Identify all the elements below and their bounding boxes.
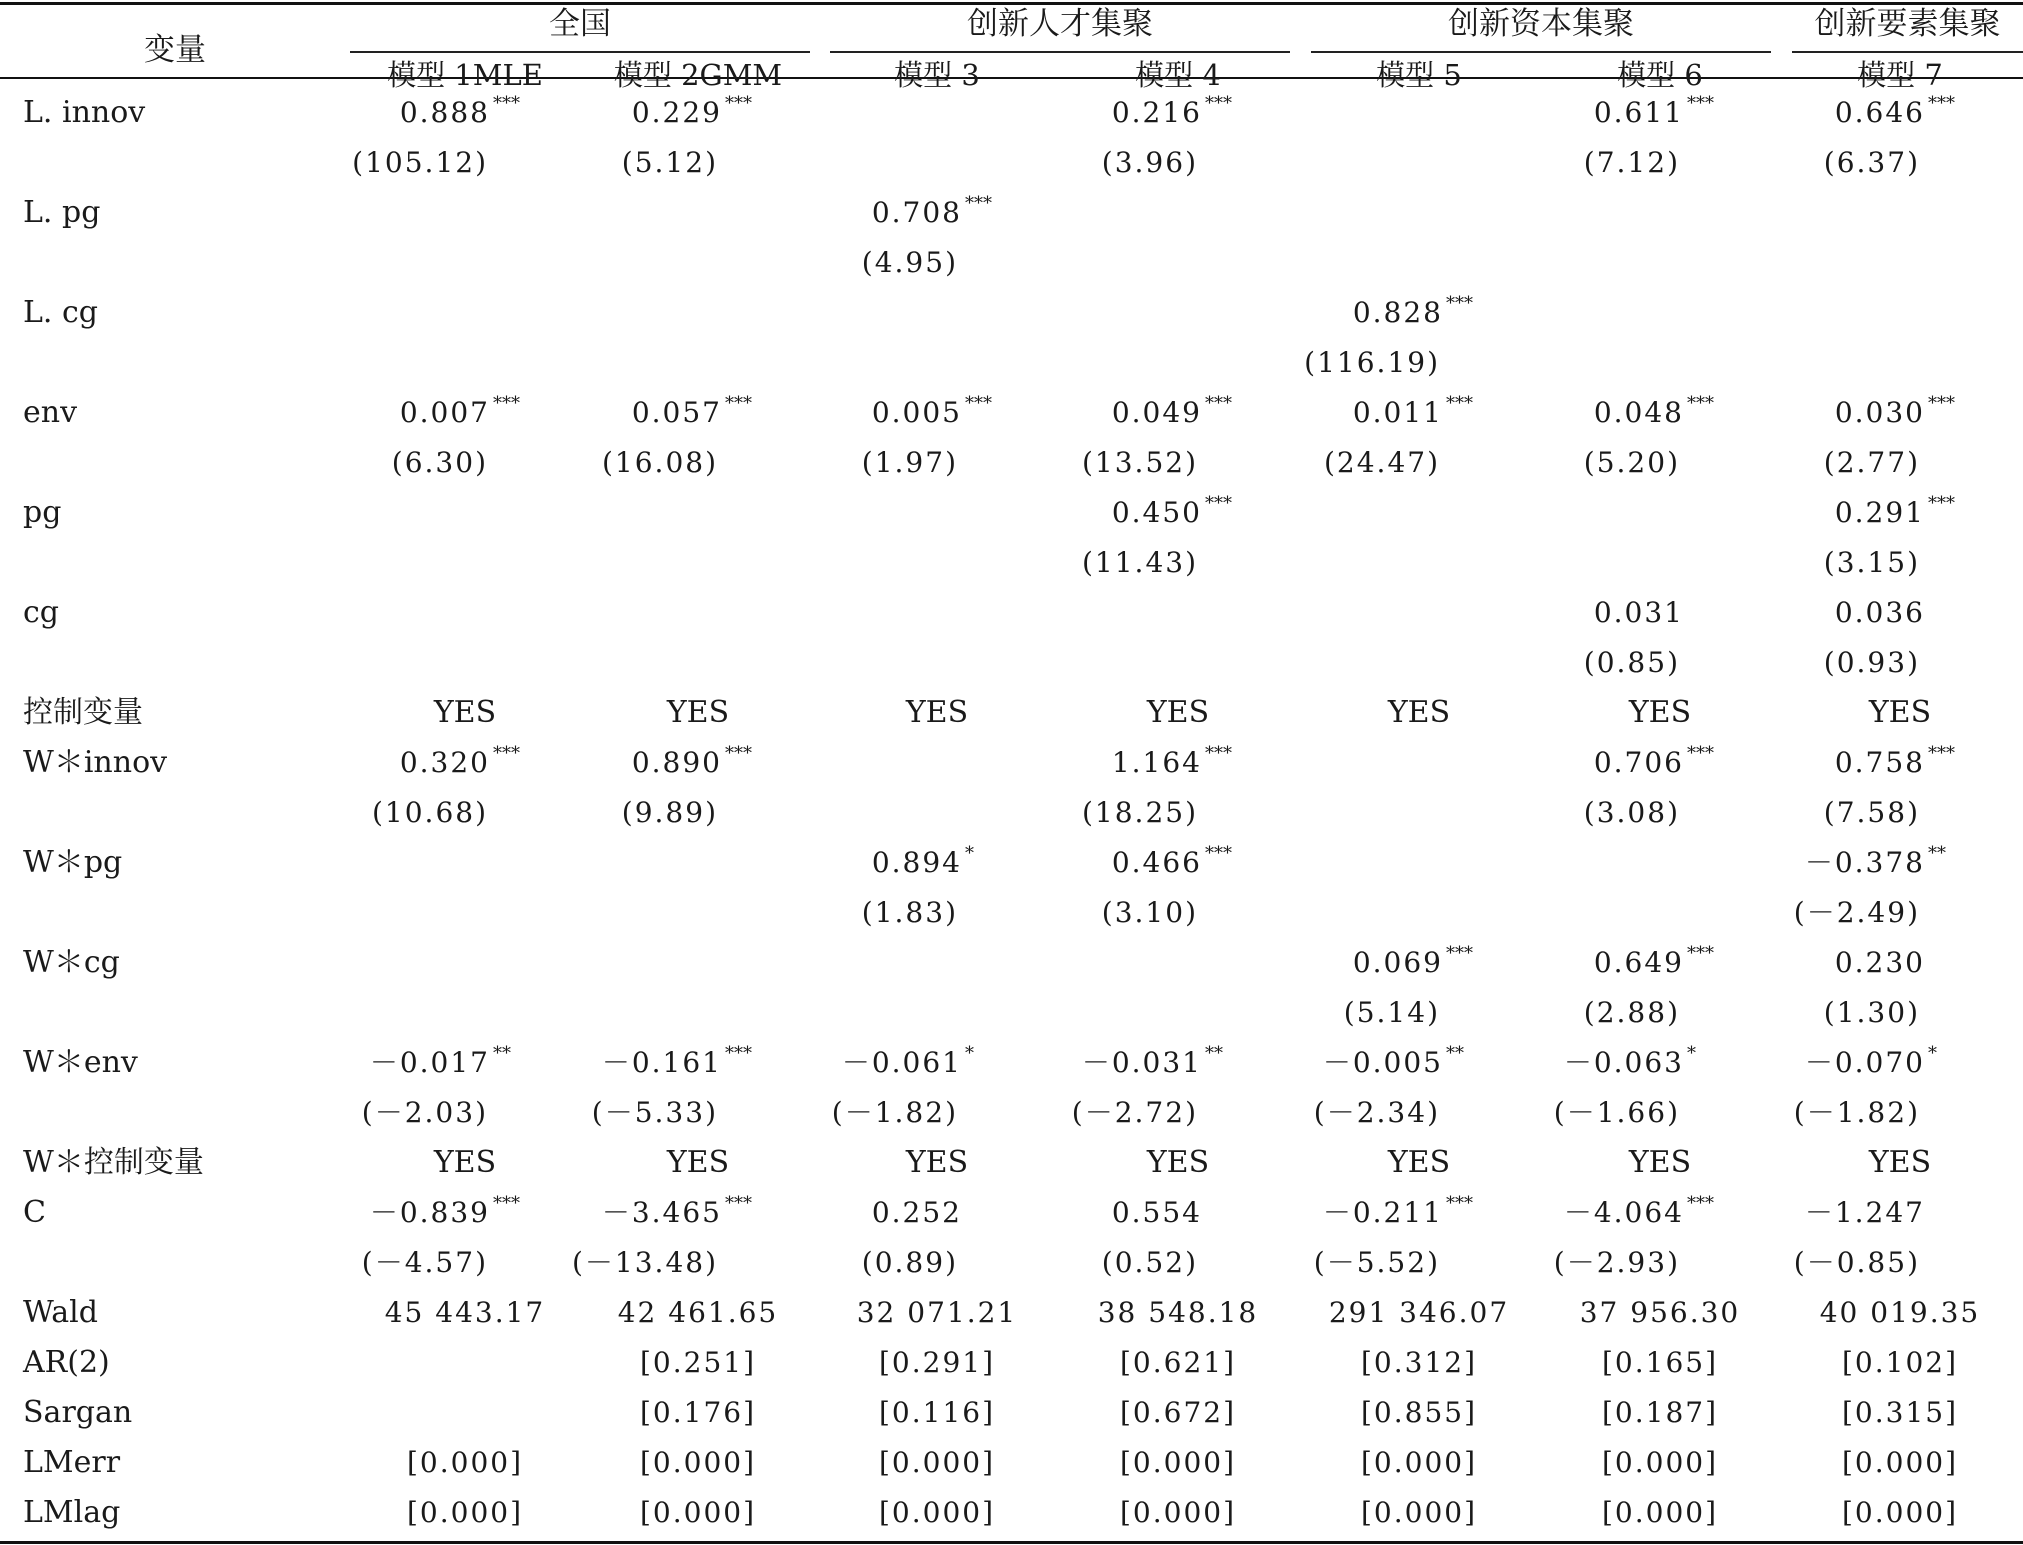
coefficient-value: －0.031: [1081, 1046, 1202, 1079]
coefficient-value: 0.216: [1111, 96, 1202, 129]
test-p-value: [0.000]: [878, 1446, 995, 1479]
wald-statistic: 32 071.21: [856, 1296, 1018, 1329]
coefficient-value: －1.247: [1804, 1196, 1925, 1229]
t-statistic: (－0.85): [1793, 1246, 1920, 1279]
coefficient-value: 0.758: [1834, 746, 1925, 779]
t-statistic: (－2.72): [1071, 1096, 1198, 1129]
t-statistic: (3.15): [1823, 546, 1920, 579]
row-label: W＊cg: [23, 945, 120, 980]
t-statistic: (10.68): [371, 796, 488, 829]
row-label: C: [23, 1195, 46, 1230]
coefficient-value: －0.061: [841, 1046, 962, 1079]
significance-stars: ***: [725, 93, 752, 114]
coefficient-value: 0.049: [1111, 396, 1202, 429]
coefficient-value: 0.031: [1593, 596, 1684, 629]
control-indicator: YES: [433, 695, 497, 730]
row-label: W＊控制变量: [23, 1145, 204, 1180]
row-label: L. pg: [23, 195, 101, 230]
significance-stars: ***: [1205, 743, 1232, 764]
significance-stars: ***: [1205, 93, 1232, 114]
t-statistic: (11.43): [1081, 546, 1198, 579]
significance-stars: ***: [1687, 743, 1714, 764]
t-statistic: (3.96): [1101, 146, 1198, 179]
model-header: 模型 4: [1135, 58, 1221, 92]
t-statistic: (105.12): [352, 146, 488, 179]
control-indicator: YES: [666, 695, 730, 730]
test-p-value: [0.000]: [1841, 1446, 1958, 1479]
significance-stars: ***: [1928, 743, 1955, 764]
significance-stars: ***: [1446, 293, 1473, 314]
significance-stars: ***: [1687, 1193, 1714, 1214]
model-header: 模型 6: [1617, 58, 1703, 92]
test-p-value: [0.176]: [639, 1396, 756, 1429]
row-label: Wald: [23, 1295, 98, 1330]
row-label: 控制变量: [23, 695, 143, 730]
control-indicator: YES: [1146, 1145, 1210, 1180]
row-label: W＊innov: [23, 745, 168, 780]
t-statistic: (0.85): [1583, 646, 1680, 679]
coefficient-value: 0.005: [871, 396, 962, 429]
significance-stars: ***: [493, 93, 520, 114]
coefficient-value: －0.005: [1322, 1046, 1443, 1079]
test-p-value: [0.165]: [1601, 1346, 1718, 1379]
significance-stars: ***: [493, 743, 520, 764]
wald-statistic: 45 443.17: [384, 1296, 546, 1329]
test-p-value: [0.000]: [1119, 1496, 1236, 1529]
wald-statistic: 38 548.18: [1097, 1296, 1259, 1329]
coefficient-value: －0.161: [601, 1046, 722, 1079]
control-indicator: YES: [433, 1145, 497, 1180]
t-statistic: (3.10): [1101, 896, 1198, 929]
coefficient-value: 0.320: [399, 746, 490, 779]
coefficient-value: 0.466: [1111, 846, 1202, 879]
test-p-value: [0.116]: [878, 1396, 995, 1429]
test-p-value: [0.000]: [1601, 1496, 1718, 1529]
t-statistic: (6.30): [391, 446, 488, 479]
significance-stars: *: [965, 843, 974, 864]
test-p-value: [0.621]: [1119, 1346, 1236, 1379]
coefficient-value: 0.030: [1834, 396, 1925, 429]
test-p-value: [0.102]: [1841, 1346, 1958, 1379]
test-p-value: [0.000]: [1360, 1496, 1477, 1529]
control-indicator: YES: [1628, 695, 1692, 730]
coefficient-value: 0.036: [1834, 596, 1925, 629]
significance-stars: ***: [965, 193, 992, 214]
test-p-value: [0.000]: [1360, 1446, 1477, 1479]
group-header-elements: 创新要素集聚: [1814, 6, 2001, 42]
coefficient-value: 0.894: [871, 846, 962, 879]
coefficient-value: －0.211: [1322, 1196, 1443, 1229]
t-statistic: (16.08): [601, 446, 718, 479]
significance-stars: ***: [1205, 493, 1232, 514]
t-statistic: (7.12): [1583, 146, 1680, 179]
test-p-value: [0.000]: [406, 1446, 523, 1479]
coefficient-value: 0.890: [631, 746, 722, 779]
coefficient-value: 0.011: [1352, 396, 1443, 429]
significance-stars: **: [1446, 1043, 1464, 1064]
t-statistic: (－1.82): [1793, 1096, 1920, 1129]
coefficient-value: －0.378: [1804, 846, 1925, 879]
significance-stars: ***: [1446, 393, 1473, 414]
coefficient-value: 0.007: [399, 396, 490, 429]
t-statistic: (－2.93): [1553, 1246, 1680, 1279]
t-statistic: (1.30): [1823, 996, 1920, 1029]
test-p-value: [0.251]: [639, 1346, 756, 1379]
test-p-value: [0.291]: [878, 1346, 995, 1379]
significance-stars: ***: [1687, 93, 1714, 114]
wald-statistic: 37 956.30: [1579, 1296, 1741, 1329]
coefficient-value: 0.057: [631, 396, 722, 429]
model-header: 模型 2GMM: [613, 58, 783, 92]
significance-stars: *: [1687, 1043, 1696, 1064]
coefficient-value: 0.828: [1352, 296, 1443, 329]
t-statistic: (7.58): [1823, 796, 1920, 829]
significance-stars: ***: [725, 393, 752, 414]
t-statistic: (－13.48): [571, 1246, 718, 1279]
coefficient-value: 1.164: [1111, 746, 1202, 779]
t-statistic: (0.52): [1101, 1246, 1198, 1279]
test-p-value: [0.855]: [1360, 1396, 1477, 1429]
test-p-value: [0.000]: [639, 1446, 756, 1479]
significance-stars: **: [1205, 1043, 1223, 1064]
significance-stars: ***: [1205, 393, 1232, 414]
t-statistic: (1.97): [861, 446, 958, 479]
test-p-value: [0.000]: [1601, 1446, 1718, 1479]
model-header: 模型 5: [1376, 58, 1462, 92]
wald-statistic: 291 346.07: [1328, 1296, 1510, 1329]
coefficient-value: －0.839: [369, 1196, 490, 1229]
test-p-value: [0.000]: [1119, 1446, 1236, 1479]
stub-header: 变量: [144, 32, 206, 68]
significance-stars: ***: [725, 1043, 752, 1064]
significance-stars: ***: [1928, 393, 1955, 414]
t-statistic: (18.25): [1081, 796, 1198, 829]
row-label: L. innov: [23, 95, 146, 130]
row-label: L. cg: [23, 295, 98, 330]
control-indicator: YES: [1868, 695, 1932, 730]
group-header-national: 全国: [549, 6, 611, 42]
t-statistic: (－5.52): [1313, 1246, 1440, 1279]
t-statistic: (－1.66): [1553, 1096, 1680, 1129]
t-statistic: (0.93): [1823, 646, 1920, 679]
table-top-rule: [0, 2, 2023, 5]
significance-stars: ***: [1205, 843, 1232, 864]
coefficient-value: 0.708: [871, 196, 962, 229]
group-header-talent: 创新人才集聚: [967, 6, 1153, 42]
group-underline-talent: [830, 51, 1290, 53]
coefficient-value: 0.048: [1593, 396, 1684, 429]
coefficient-value: －0.063: [1563, 1046, 1684, 1079]
coefficient-value: 0.229: [631, 96, 722, 129]
control-indicator: YES: [905, 695, 969, 730]
coefficient-value: 0.252: [871, 1196, 962, 1229]
coefficient-value: 0.069: [1352, 946, 1443, 979]
significance-stars: **: [1928, 843, 1946, 864]
t-statistic: (13.52): [1081, 446, 1198, 479]
t-statistic: (2.77): [1823, 446, 1920, 479]
control-indicator: YES: [1868, 1145, 1932, 1180]
test-p-value: [0.672]: [1119, 1396, 1236, 1429]
significance-stars: ***: [725, 743, 752, 764]
coefficient-value: 0.888: [399, 96, 490, 129]
significance-stars: *: [965, 1043, 974, 1064]
test-p-value: [0.000]: [639, 1496, 756, 1529]
t-statistic: (9.89): [621, 796, 718, 829]
significance-stars: ***: [1687, 943, 1714, 964]
test-p-value: [0.187]: [1601, 1396, 1718, 1429]
coefficient-value: －0.070: [1804, 1046, 1925, 1079]
significance-stars: ***: [1446, 943, 1473, 964]
t-statistic: (－4.57): [361, 1246, 488, 1279]
row-label: LMerr: [23, 1445, 121, 1480]
model-header: 模型 3: [894, 58, 980, 92]
t-statistic: (－2.49): [1793, 896, 1920, 929]
significance-stars: ***: [725, 1193, 752, 1214]
row-label: LMlag: [23, 1495, 121, 1530]
test-p-value: [0.312]: [1360, 1346, 1477, 1379]
control-indicator: YES: [1628, 1145, 1692, 1180]
t-statistic: (5.14): [1343, 996, 1440, 1029]
row-label: cg: [23, 595, 60, 630]
test-p-value: [0.315]: [1841, 1396, 1958, 1429]
model-header: 模型 1MLE: [387, 58, 543, 92]
model-header: 模型 7: [1857, 58, 1943, 92]
test-p-value: [0.000]: [1841, 1496, 1958, 1529]
t-statistic: (2.88): [1583, 996, 1680, 1029]
coefficient-value: －4.064: [1563, 1196, 1684, 1229]
wald-statistic: 40 019.35: [1819, 1296, 1981, 1329]
t-statistic: (1.83): [861, 896, 958, 929]
control-indicator: YES: [1387, 695, 1451, 730]
control-indicator: YES: [666, 1145, 730, 1180]
row-label: W＊pg: [23, 845, 123, 880]
t-statistic: (－2.34): [1313, 1096, 1440, 1129]
coefficient-value: 0.291: [1834, 496, 1925, 529]
coefficient-value: －0.017: [369, 1046, 490, 1079]
wald-statistic: 42 461.65: [617, 1296, 779, 1329]
t-statistic: (－1.82): [831, 1096, 958, 1129]
t-statistic: (－5.33): [591, 1096, 718, 1129]
group-header-capital: 创新资本集聚: [1448, 6, 1634, 42]
t-statistic: (5.20): [1583, 446, 1680, 479]
group-underline-capital: [1311, 51, 1771, 53]
t-statistic: (6.37): [1823, 146, 1920, 179]
row-label: W＊env: [23, 1045, 138, 1080]
t-statistic: (0.89): [861, 1246, 958, 1279]
t-statistic: (－2.03): [361, 1096, 488, 1129]
t-statistic: (24.47): [1323, 446, 1440, 479]
significance-stars: ***: [493, 393, 520, 414]
significance-stars: ***: [965, 393, 992, 414]
t-statistic: (4.95): [861, 246, 958, 279]
significance-stars: ***: [1928, 493, 1955, 514]
significance-stars: ***: [493, 1193, 520, 1214]
control-indicator: YES: [1387, 1145, 1451, 1180]
table-bottom-rule: [0, 1541, 2023, 1544]
coefficient-value: 0.611: [1593, 96, 1684, 129]
row-label: pg: [23, 495, 62, 530]
row-label: env: [23, 395, 78, 430]
coefficient-value: 0.646: [1834, 96, 1925, 129]
group-underline-national: [350, 51, 810, 53]
significance-stars: **: [493, 1043, 511, 1064]
t-statistic: (116.19): [1304, 346, 1440, 379]
test-p-value: [0.000]: [878, 1496, 995, 1529]
significance-stars: ***: [1446, 1193, 1473, 1214]
significance-stars: *: [1928, 1043, 1937, 1064]
test-p-value: [0.000]: [406, 1496, 523, 1529]
significance-stars: ***: [1928, 93, 1955, 114]
coefficient-value: 0.649: [1593, 946, 1684, 979]
coefficient-value: 0.230: [1834, 946, 1925, 979]
coefficient-value: 0.554: [1111, 1196, 1202, 1229]
row-label: AR(2): [23, 1345, 110, 1380]
significance-stars: ***: [1687, 393, 1714, 414]
coefficient-value: 0.706: [1593, 746, 1684, 779]
row-label: Sargan: [23, 1395, 133, 1430]
control-indicator: YES: [1146, 695, 1210, 730]
t-statistic: (5.12): [621, 146, 718, 179]
t-statistic: (3.08): [1583, 796, 1680, 829]
coefficient-value: －3.465: [601, 1196, 722, 1229]
control-indicator: YES: [905, 1145, 969, 1180]
group-underline-elements: [1792, 51, 2023, 53]
coefficient-value: 0.450: [1111, 496, 1202, 529]
